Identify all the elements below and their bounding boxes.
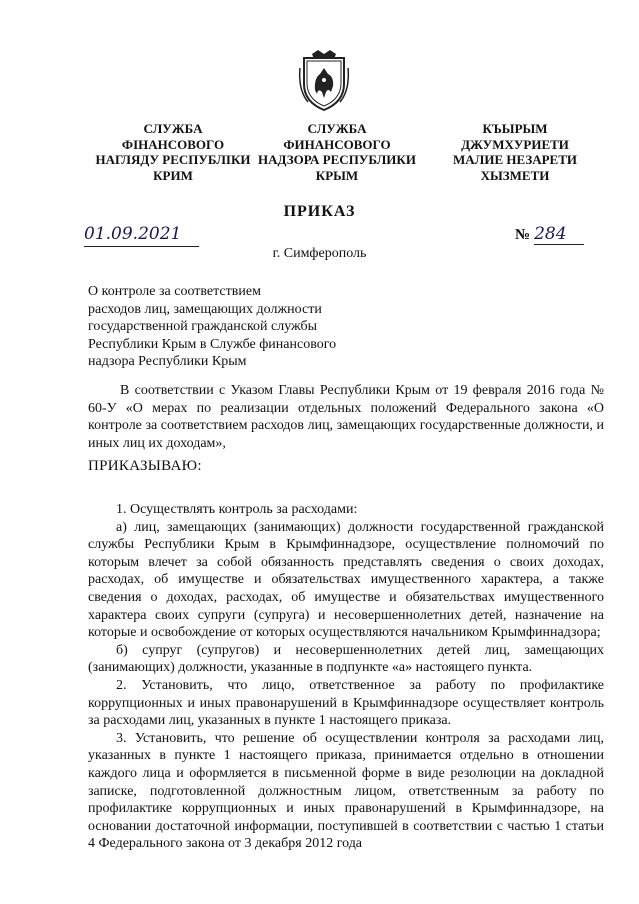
subject-line: О контроле за соответствием — [88, 284, 261, 299]
document-date: 01.09.2021 — [84, 224, 199, 247]
org-line: ДЖУМХУРИЕТИ — [461, 136, 569, 152]
paragraph-1a: а) лиц, замещающих (занимающих) должности государственной гражданской службы Республики Крым в Крымфиннадзоре, осуществление полномочий по которым влечет за собой обязанность представлять сведения о своих доходах, расходах, об имуществе и обязательствах имущественного характера, а также сведения о доходах, расходах, об имуществе и обязательствах имущественного характера своих супруги (супруга) и несовершеннолетних детей, назначение на которые и освобождение от которых осуществляются начальником Крымфиннадзора; — [88, 519, 604, 641]
order-paragraphs — [88, 501, 604, 853]
org-name-crimean-tatar — [430, 121, 600, 183]
paragraph-2: 2. Установить, что лицо, ответственное за работу по профилактике коррупционных и иных правонарушений в Крымфиннадзоре осуществляет контроль за расходами лиц, указанных в пункте 1 настоящего приказа. — [88, 677, 604, 729]
paragraph-3: 3. Установить, что решение об осуществлении контроля за расходами лиц, указанных в пункте 1 настоящего приказа, принимается отдельно в отношении каждого лица и оформляется в письменной форме в виде резолюции на докладной записке, подготовленной должностным лицом, ответственным за работу по профилактике коррупционных и иных правонарушений в Крымфиннадзоре, на основании достаточной информации, поступившей в соответствии с частью 1 статьи 4 Федерального закона от 3 декабря 2012 года — [88, 730, 604, 852]
preamble-paragraph: В соответствии с Указом Главы Республики Крым от 19 февраля 2016 года № 60-У «О мерах по реализации отдельных положений Федерального закона «О контроле за соответствием расходов лиц, замещающих государственные должности, и иных лиц их доходам», — [88, 383, 604, 451]
org-name-russian — [252, 121, 422, 183]
org-line: СЛУЖБА — [143, 121, 203, 136]
org-line: НАДЗОРА РЕСПУБЛИКИ — [258, 152, 416, 167]
subject-line: государственной гражданской службы — [88, 319, 318, 335]
org-line: СЛУЖБА — [307, 121, 367, 136]
number-value: 284 — [534, 224, 584, 245]
org-name-ukrainian — [88, 121, 258, 183]
document-type-title: ПРИКАЗ — [283, 203, 356, 220]
org-line: ХЫЗМЕТИ — [480, 167, 550, 183]
org-line: КЪЫРЫМ — [482, 121, 548, 136]
number-label: № — [515, 227, 531, 243]
subject-line: Республики Крым в Службе финансового — [88, 336, 337, 352]
org-line: КРЫМ — [315, 167, 359, 183]
decree-word: ПРИКАЗЫВАЮ: — [88, 458, 202, 474]
subject-line: расходов лиц, замещающих должности — [88, 301, 322, 317]
paragraph-1: 1. Осуществлять контроль за расходами: — [116, 502, 358, 517]
crimea-coat-of-arms-icon — [298, 50, 350, 112]
document-subject — [88, 283, 388, 371]
org-line: КРИМ — [153, 167, 193, 183]
document-number — [515, 224, 584, 246]
org-line: ФІНАНСОВОГО — [121, 136, 225, 152]
paragraph-1b: б) супруг (супругов) и несовершеннолетних детей лиц, замещающих (занимающих) должности, указанные в подпункте «а» настоящего пункта. — [88, 642, 604, 676]
subject-line: надзора Республики Крым — [88, 354, 247, 370]
org-line: ФИНАНСОВОГО — [283, 136, 391, 152]
document-city: г. Симферополь — [272, 246, 367, 261]
org-line: МАЛИЕ НЕЗАРЕТИ — [453, 152, 577, 167]
org-line: НАГЛЯДУ РЕСПУБЛІКИ — [95, 152, 251, 167]
